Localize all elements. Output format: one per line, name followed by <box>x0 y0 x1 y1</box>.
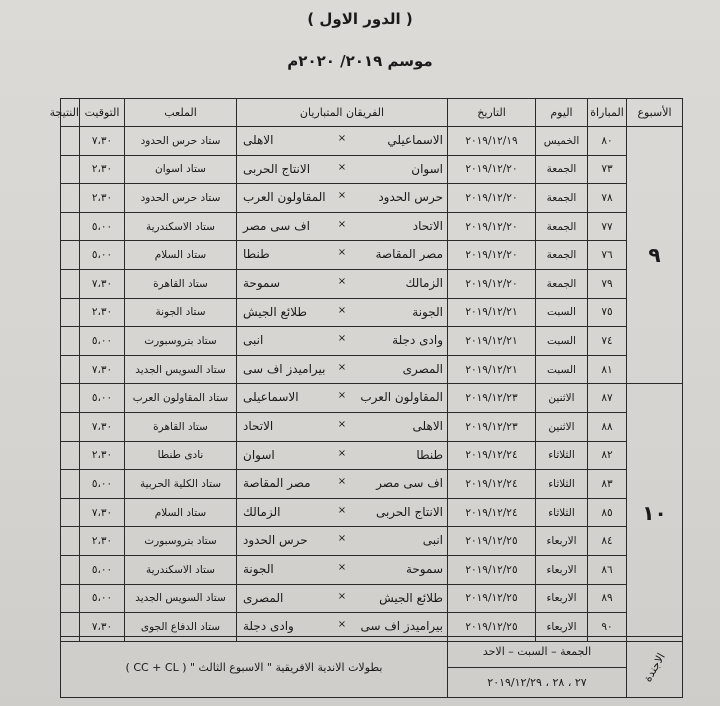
match-result <box>61 584 80 613</box>
match-date: ٢٠١٩/١٢/٢٥ <box>448 555 536 584</box>
match-day: السبت <box>536 298 588 327</box>
match-day: الثلاثاء <box>536 470 588 499</box>
match-time: ٢،٣٠ <box>80 155 125 184</box>
match-result <box>61 212 80 241</box>
match-teams <box>237 584 448 613</box>
match-stadium: ستاد الدفاع الجوى <box>125 613 237 642</box>
match-number: ٨٥ <box>588 498 627 527</box>
match-date: ٢٠١٩/١٢/٢٤ <box>448 470 536 499</box>
home-team: انبى <box>422 533 443 548</box>
match-day: الثلاثاء <box>536 498 588 527</box>
table-row <box>61 269 683 298</box>
home-team: طلائع الجيش <box>379 590 443 605</box>
match-stadium: ستاد حرس الحدود <box>125 127 237 156</box>
table-row <box>61 441 683 470</box>
match-teams <box>237 384 448 413</box>
match-number: ٧٨ <box>588 184 627 213</box>
match-day: الاربعاء <box>536 527 588 556</box>
table-row <box>61 155 683 184</box>
match-time: ٥،٠٠ <box>80 327 125 356</box>
match-teams <box>237 441 448 470</box>
match-date: ٢٠١٩/١٢/٢٤ <box>448 498 536 527</box>
week-number: ١٠ <box>627 384 683 641</box>
match-stadium: ستاد السويس الجديد <box>125 584 237 613</box>
footer-note: بطولات الاندية الافريقية " الاسبوع الثالث " ( CC + CL ) <box>61 637 448 698</box>
match-stadium: ستاد القاهرة <box>125 269 237 298</box>
match-time: ٥،٠٠ <box>80 584 125 613</box>
home-team: طنطا <box>416 447 443 462</box>
away-team: الانتاج الحربى <box>243 161 311 176</box>
match-result <box>61 555 80 584</box>
match-number: ٨٤ <box>588 527 627 556</box>
footer-dates: ٢٧ ، ٢٨ ، ٢٠١٩/١٢/٢٩ <box>448 667 627 698</box>
col-week: الأسبوع <box>627 99 683 127</box>
season-title: موسم ٢٠١٩/ ٢٠٢٠م <box>287 52 433 70</box>
match-stadium: ستاد المقاولون العرب <box>125 384 237 413</box>
match-day: الثلاثاء <box>536 441 588 470</box>
match-date: ٢٠١٩/١٢/٢٠ <box>448 212 536 241</box>
table-row <box>61 298 683 327</box>
match-time: ٥،٠٠ <box>80 212 125 241</box>
match-stadium: ستاد الكلية الحربية <box>125 470 237 499</box>
away-team: اف سى مصر <box>243 218 310 233</box>
match-teams <box>237 527 448 556</box>
match-teams <box>237 555 448 584</box>
match-day: الجمعة <box>536 241 588 270</box>
away-team: الزمالك <box>243 504 281 519</box>
match-result <box>61 412 80 441</box>
home-team: سموحة <box>405 561 443 576</box>
col-time: التوقيت <box>80 99 125 127</box>
away-team: اسوان <box>243 447 275 462</box>
home-team: بيراميدز اف سى <box>360 619 443 634</box>
match-day: الاربعاء <box>536 584 588 613</box>
match-stadium: ستاد السلام <box>125 241 237 270</box>
match-time: ٥،٠٠ <box>80 470 125 499</box>
away-team: انبى <box>243 333 264 348</box>
table-row <box>61 498 683 527</box>
home-team: الاهلى <box>412 418 443 433</box>
home-team: المصرى <box>402 361 443 376</box>
table-row <box>61 212 683 241</box>
match-teams <box>237 498 448 527</box>
match-day: الاربعاء <box>536 555 588 584</box>
match-day: السبت <box>536 327 588 356</box>
home-team: الاسماعيلي <box>387 133 443 147</box>
vs-mark: × <box>337 533 347 545</box>
away-team: وادى دجلة <box>243 619 294 634</box>
match-day: السبت <box>536 355 588 384</box>
match-result <box>61 184 80 213</box>
home-team: المقاولون العرب <box>360 390 443 405</box>
match-result <box>61 527 80 556</box>
vs-mark: × <box>337 390 347 402</box>
home-team: اف سى مصر <box>376 476 443 491</box>
match-number: ٨٠ <box>588 127 627 156</box>
table-row <box>61 241 683 270</box>
col-teams: الفريقان المتباريان <box>237 99 448 127</box>
match-result <box>61 127 80 156</box>
vs-mark: × <box>337 333 347 345</box>
match-stadium: ستاد السلام <box>125 498 237 527</box>
match-date: ٢٠١٩/١٢/٢٠ <box>448 155 536 184</box>
home-team: الزمالك <box>405 275 443 290</box>
vs-mark: × <box>337 504 347 516</box>
match-result <box>61 155 80 184</box>
away-team: الاتحاد <box>243 418 274 433</box>
col-day: اليوم <box>536 99 588 127</box>
table-row <box>61 555 683 584</box>
match-result <box>61 298 80 327</box>
match-result <box>61 269 80 298</box>
match-teams <box>237 298 448 327</box>
vs-mark: × <box>337 561 347 573</box>
match-date: ٢٠١٩/١٢/٢١ <box>448 355 536 384</box>
away-team: الجونة <box>243 561 274 576</box>
match-day: الاثنين <box>536 384 588 413</box>
match-date: ٢٠١٩/١٢/٢١ <box>448 327 536 356</box>
table-row <box>61 384 683 413</box>
match-date: ٢٠١٩/١٢/٢٥ <box>448 584 536 613</box>
home-team: الانتاج الحربى <box>375 504 443 519</box>
match-result <box>61 355 80 384</box>
match-number: ٩٠ <box>588 613 627 642</box>
vs-mark: × <box>337 161 347 173</box>
vs-mark: × <box>337 447 347 459</box>
schedule-table <box>49 98 683 642</box>
match-date: ٢٠١٩/١٢/٢٥ <box>448 527 536 556</box>
table-row <box>61 184 683 213</box>
match-date: ٢٠١٩/١٢/٢٥ <box>448 613 536 642</box>
match-stadium: ستاد بتروسبورت <box>125 527 237 556</box>
match-teams <box>237 470 448 499</box>
match-stadium: ستاد القاهرة <box>125 412 237 441</box>
match-teams <box>237 269 448 298</box>
table-row <box>61 527 683 556</box>
vs-mark: × <box>337 247 347 259</box>
vs-mark: × <box>337 361 347 373</box>
vs-mark: × <box>337 133 347 144</box>
match-teams <box>237 212 448 241</box>
match-stadium: ستاد الاسكندرية <box>125 555 237 584</box>
vs-mark: × <box>337 590 347 602</box>
match-stadium: ستاد بتروسبورت <box>125 327 237 356</box>
away-team: الاسماعيلى <box>243 390 299 405</box>
match-stadium: ستاد السويس الجديد <box>125 355 237 384</box>
vs-mark: × <box>337 218 347 230</box>
footer-table <box>60 636 683 698</box>
match-day: الجمعة <box>536 212 588 241</box>
match-teams <box>237 155 448 184</box>
match-teams <box>237 355 448 384</box>
away-team: بيراميدز اف سى <box>243 361 326 376</box>
match-number: ٨٣ <box>588 470 627 499</box>
match-teams <box>237 127 448 156</box>
match-number: ٧٣ <box>588 155 627 184</box>
match-result <box>61 441 80 470</box>
match-stadium: نادى طنطا <box>125 441 237 470</box>
match-number: ٧٧ <box>588 212 627 241</box>
table-row <box>61 127 683 156</box>
match-result <box>61 241 80 270</box>
match-number: ٨٨ <box>588 412 627 441</box>
match-number: ٧٩ <box>588 269 627 298</box>
match-number: ٧٦ <box>588 241 627 270</box>
match-time: ٥،٠٠ <box>80 241 125 270</box>
vs-mark: × <box>337 190 347 202</box>
match-result <box>61 470 80 499</box>
match-date: ٢٠١٩/١٢/٢٣ <box>448 412 536 441</box>
home-team: مصر المقاصة <box>375 247 443 262</box>
match-number: ٨١ <box>588 355 627 384</box>
table-row <box>61 470 683 499</box>
match-day: الجمعة <box>536 269 588 298</box>
match-number: ٨٦ <box>588 555 627 584</box>
match-teams <box>237 327 448 356</box>
match-day: الجمعة <box>536 184 588 213</box>
vs-mark: × <box>337 304 347 316</box>
match-time: ٧،٣٠ <box>80 613 125 642</box>
agenda-stamp: الاجندة <box>627 637 683 698</box>
match-stadium: ستاد الاسكندرية <box>125 212 237 241</box>
match-day: الاثنين <box>536 412 588 441</box>
header-row <box>61 99 683 127</box>
vs-mark: × <box>337 476 347 488</box>
match-number: ٨٢ <box>588 441 627 470</box>
match-date: ٢٠١٩/١٢/١٩ <box>448 127 536 156</box>
match-time: ٢،٣٠ <box>80 184 125 213</box>
table-row <box>61 355 683 384</box>
page-title: ( الدور الاول ) <box>307 10 413 28</box>
vs-mark: × <box>337 275 347 287</box>
away-team: طنطا <box>243 247 270 262</box>
match-time: ٧،٣٠ <box>80 412 125 441</box>
home-team: الاتحاد <box>412 218 443 233</box>
match-time: ٧،٣٠ <box>80 498 125 527</box>
match-time: ٢،٣٠ <box>80 527 125 556</box>
match-time: ٢،٣٠ <box>80 298 125 327</box>
match-time: ٧،٣٠ <box>80 269 125 298</box>
vs-mark: × <box>337 418 347 430</box>
match-day: الجمعة <box>536 155 588 184</box>
match-result <box>61 327 80 356</box>
footer-days: الجمعة – السبت – الاحد <box>448 637 627 668</box>
match-number: ٧٤ <box>588 327 627 356</box>
away-team: مصر المقاصة <box>243 476 311 491</box>
away-team: المصرى <box>243 590 284 605</box>
away-team: الاهلى <box>243 133 274 147</box>
home-team: وادى دجلة <box>392 333 443 348</box>
col-date: التاريخ <box>448 99 536 127</box>
away-team: طلائع الجيش <box>243 304 307 319</box>
match-day: الخميس <box>536 127 588 156</box>
table-row <box>61 584 683 613</box>
match-stadium: ستاد اسوان <box>125 155 237 184</box>
match-teams <box>237 241 448 270</box>
match-date: ٢٠١٩/١٢/٢٤ <box>448 441 536 470</box>
match-date: ٢٠١٩/١٢/٢٠ <box>448 269 536 298</box>
home-team: اسوان <box>411 161 443 176</box>
match-number: ٨٧ <box>588 384 627 413</box>
match-date: ٢٠١٩/١٢/٢٠ <box>448 184 536 213</box>
col-match: المباراة <box>588 99 627 127</box>
match-time: ٧،٣٠ <box>80 355 125 384</box>
match-time: ٧،٣٠ <box>80 127 125 156</box>
match-date: ٢٠١٩/١٢/٢٣ <box>448 384 536 413</box>
match-time: ٢،٣٠ <box>80 441 125 470</box>
match-stadium: ستاد حرس الحدود <box>125 184 237 213</box>
away-team: المقاولون العرب <box>243 190 326 205</box>
match-result <box>61 498 80 527</box>
home-team: حرس الحدود <box>378 190 443 205</box>
match-teams <box>237 184 448 213</box>
col-result: النتيجة <box>61 99 80 127</box>
match-stadium: ستاد الجونة <box>125 298 237 327</box>
match-date: ٢٠١٩/١٢/٢٠ <box>448 241 536 270</box>
match-number: ٨٩ <box>588 584 627 613</box>
match-time: ٥،٠٠ <box>80 384 125 413</box>
away-team: سموحة <box>243 275 281 290</box>
week-number: ٩ <box>627 127 683 384</box>
match-date: ٢٠١٩/١٢/٢١ <box>448 298 536 327</box>
table-row <box>61 412 683 441</box>
match-day: الاربعاء <box>536 613 588 642</box>
match-number: ٧٥ <box>588 298 627 327</box>
match-time: ٥،٠٠ <box>80 555 125 584</box>
col-stadium: الملعب <box>125 99 237 127</box>
vs-mark: × <box>337 619 347 631</box>
home-team: الجونة <box>412 304 443 319</box>
match-teams <box>237 412 448 441</box>
away-team: حرس الحدود <box>243 533 308 548</box>
table-row <box>61 327 683 356</box>
match-result <box>61 384 80 413</box>
